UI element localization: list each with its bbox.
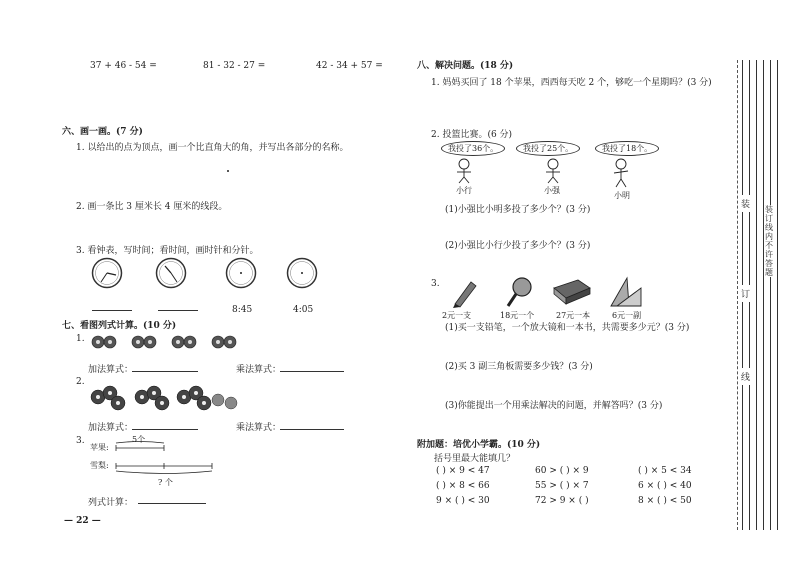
boy-figure-1: [452, 158, 476, 184]
clock2-answer-blank[interactable]: [158, 310, 198, 311]
bonus-r2c3: 6 × ( ) < 40: [638, 481, 692, 491]
vertex-dot: [227, 170, 229, 172]
speech-bubble-1: 我投了36个。: [441, 141, 505, 156]
section-7-title: 七、看图列式计算。(10 分): [62, 321, 177, 331]
binding-rule-5: [770, 60, 771, 530]
boy-figure-2: [541, 158, 565, 184]
sec7-q1-add-blank[interactable]: [132, 371, 198, 372]
equation-1: 37 + 46 - 54 =: [90, 61, 157, 71]
name-label-2: 小强: [544, 186, 560, 195]
section-6-title: 六、画一画。(7 分): [62, 127, 143, 137]
sec8-q3c: (3)你能提出一个用乘法解决的问题，并解答吗？(3 分): [445, 401, 663, 411]
five-label: 5个: [132, 435, 146, 444]
bonus-r2c2: 55 > ( ) × 7: [535, 481, 589, 491]
sec7-n2: 2.: [76, 377, 85, 387]
clock-1: [91, 257, 123, 289]
price-set-square: 6元一副: [612, 311, 642, 320]
sec6-q1: 1. 以给出的点为顶点，画一个比直角大的角，并写出各部分的名称。: [76, 143, 349, 153]
binding-char-1: 装: [741, 195, 750, 212]
bonus-r1c3: ( ) × 5 < 34: [638, 466, 692, 476]
sec7-q2-mul-blank[interactable]: [280, 429, 344, 430]
speech-bubble-2: 我投了25个。: [516, 141, 580, 156]
bonus-subtitle: 括号里最大能填几？: [434, 454, 516, 464]
binding-char-2: 订: [741, 285, 750, 302]
binding-note: 装订线内不许答题: [765, 205, 773, 277]
clock3-time: 8:45: [232, 305, 253, 315]
sec7-q2-add-blank[interactable]: [132, 429, 198, 430]
sec8-q2a: (1)小强比小明多投了多少个？(3 分): [445, 205, 591, 215]
set-square-icon: [609, 276, 643, 308]
clock-4: [286, 257, 318, 289]
bonus-r3c1: 9 × ( ) < 30: [436, 496, 490, 506]
apple-label: 苹果:: [90, 443, 109, 452]
sec8-q3: 3.: [431, 279, 440, 289]
sec8-q2: 2. 投篮比赛。(6 分): [431, 130, 513, 140]
sec6-q3: 3. 看钟表，写时间；看时间，画时针和分针。: [76, 246, 259, 256]
bonus-r1c2: 60 > ( ) × 9: [535, 466, 589, 476]
pear-label: 雪梨:: [90, 461, 109, 470]
bar-diagram: [112, 440, 222, 482]
bonus-title: 附加题：培优小学霸。(10 分): [417, 440, 541, 450]
clock-2: [155, 257, 187, 289]
binding-rule-4: [763, 60, 764, 530]
sec7-q1-mul-label: 乘法算式：: [236, 365, 282, 375]
sec8-q3a: (1)买一支铅笔，一个放大镜和一本书，共需要多少元？(3 分): [445, 323, 690, 333]
clock-3: [225, 257, 257, 289]
sec7-q2-mul-label: 乘法算式：: [236, 423, 282, 433]
calc-label: 列式计算：: [88, 498, 134, 508]
question-count-label: ? 个: [158, 478, 173, 487]
price-magnifier: 18元一个: [500, 311, 535, 320]
equation-3: 42 - 34 + 57 =: [316, 61, 383, 71]
bonus-r3c3: 8 × ( ) < 50: [638, 496, 692, 506]
price-book: 27元一本: [556, 311, 591, 320]
name-label-3: 小明: [614, 191, 630, 200]
binding-rule-6: [777, 60, 778, 530]
page-number: — 22 —: [64, 516, 101, 526]
sec7-q1-add-label: 加法算式：: [88, 365, 134, 375]
clock1-answer-blank[interactable]: [92, 310, 132, 311]
sec8-q2b: (2)小强比小行少投了多少个？(3 分): [445, 241, 591, 251]
sec7-q1-mul-blank[interactable]: [280, 371, 344, 372]
bonus-r1c1: ( ) × 9 < 47: [436, 466, 490, 476]
sec8-q1: 1. 妈妈买回了 18 个苹果，西西每天吃 2 个，够吃一个星期吗？(3 分): [431, 78, 712, 88]
sec7-n3: 3.: [76, 436, 85, 446]
name-label-1: 小行: [456, 186, 472, 195]
binding-dashed-line: [737, 60, 739, 530]
bonus-r2c1: ( ) × 8 < 66: [436, 481, 490, 491]
sec6-q2: 2. 画一条比 3 厘米长 4 厘米的线段。: [76, 202, 228, 212]
magnifier-icon: [505, 276, 535, 308]
clock4-time: 4:05: [293, 305, 314, 315]
flower-bunches-image: [88, 383, 238, 417]
boy-figure-3: [609, 158, 633, 188]
sec8-q3b: (2)买 3 副三角板需要多少钱？(3 分): [445, 362, 593, 372]
bonus-r3c2: 72 > 9 × ( ): [535, 496, 589, 506]
butterfly-pairs-image: [90, 333, 240, 355]
section-8-title: 八、解决问题。(18 分): [417, 61, 514, 71]
pencil-icon: [449, 276, 479, 308]
binding-rule-3: [756, 60, 757, 530]
speech-bubble-3: 我投了18个。: [595, 141, 659, 156]
book-icon: [552, 278, 592, 306]
binding-char-3: 线: [741, 368, 750, 385]
equation-2: 81 - 32 - 27 =: [203, 61, 266, 71]
sec7-n1: 1.: [76, 334, 85, 344]
price-pencil: 2元一支: [442, 311, 472, 320]
sec7-q2-add-label: 加法算式：: [88, 423, 134, 433]
calc-blank[interactable]: [138, 503, 206, 504]
